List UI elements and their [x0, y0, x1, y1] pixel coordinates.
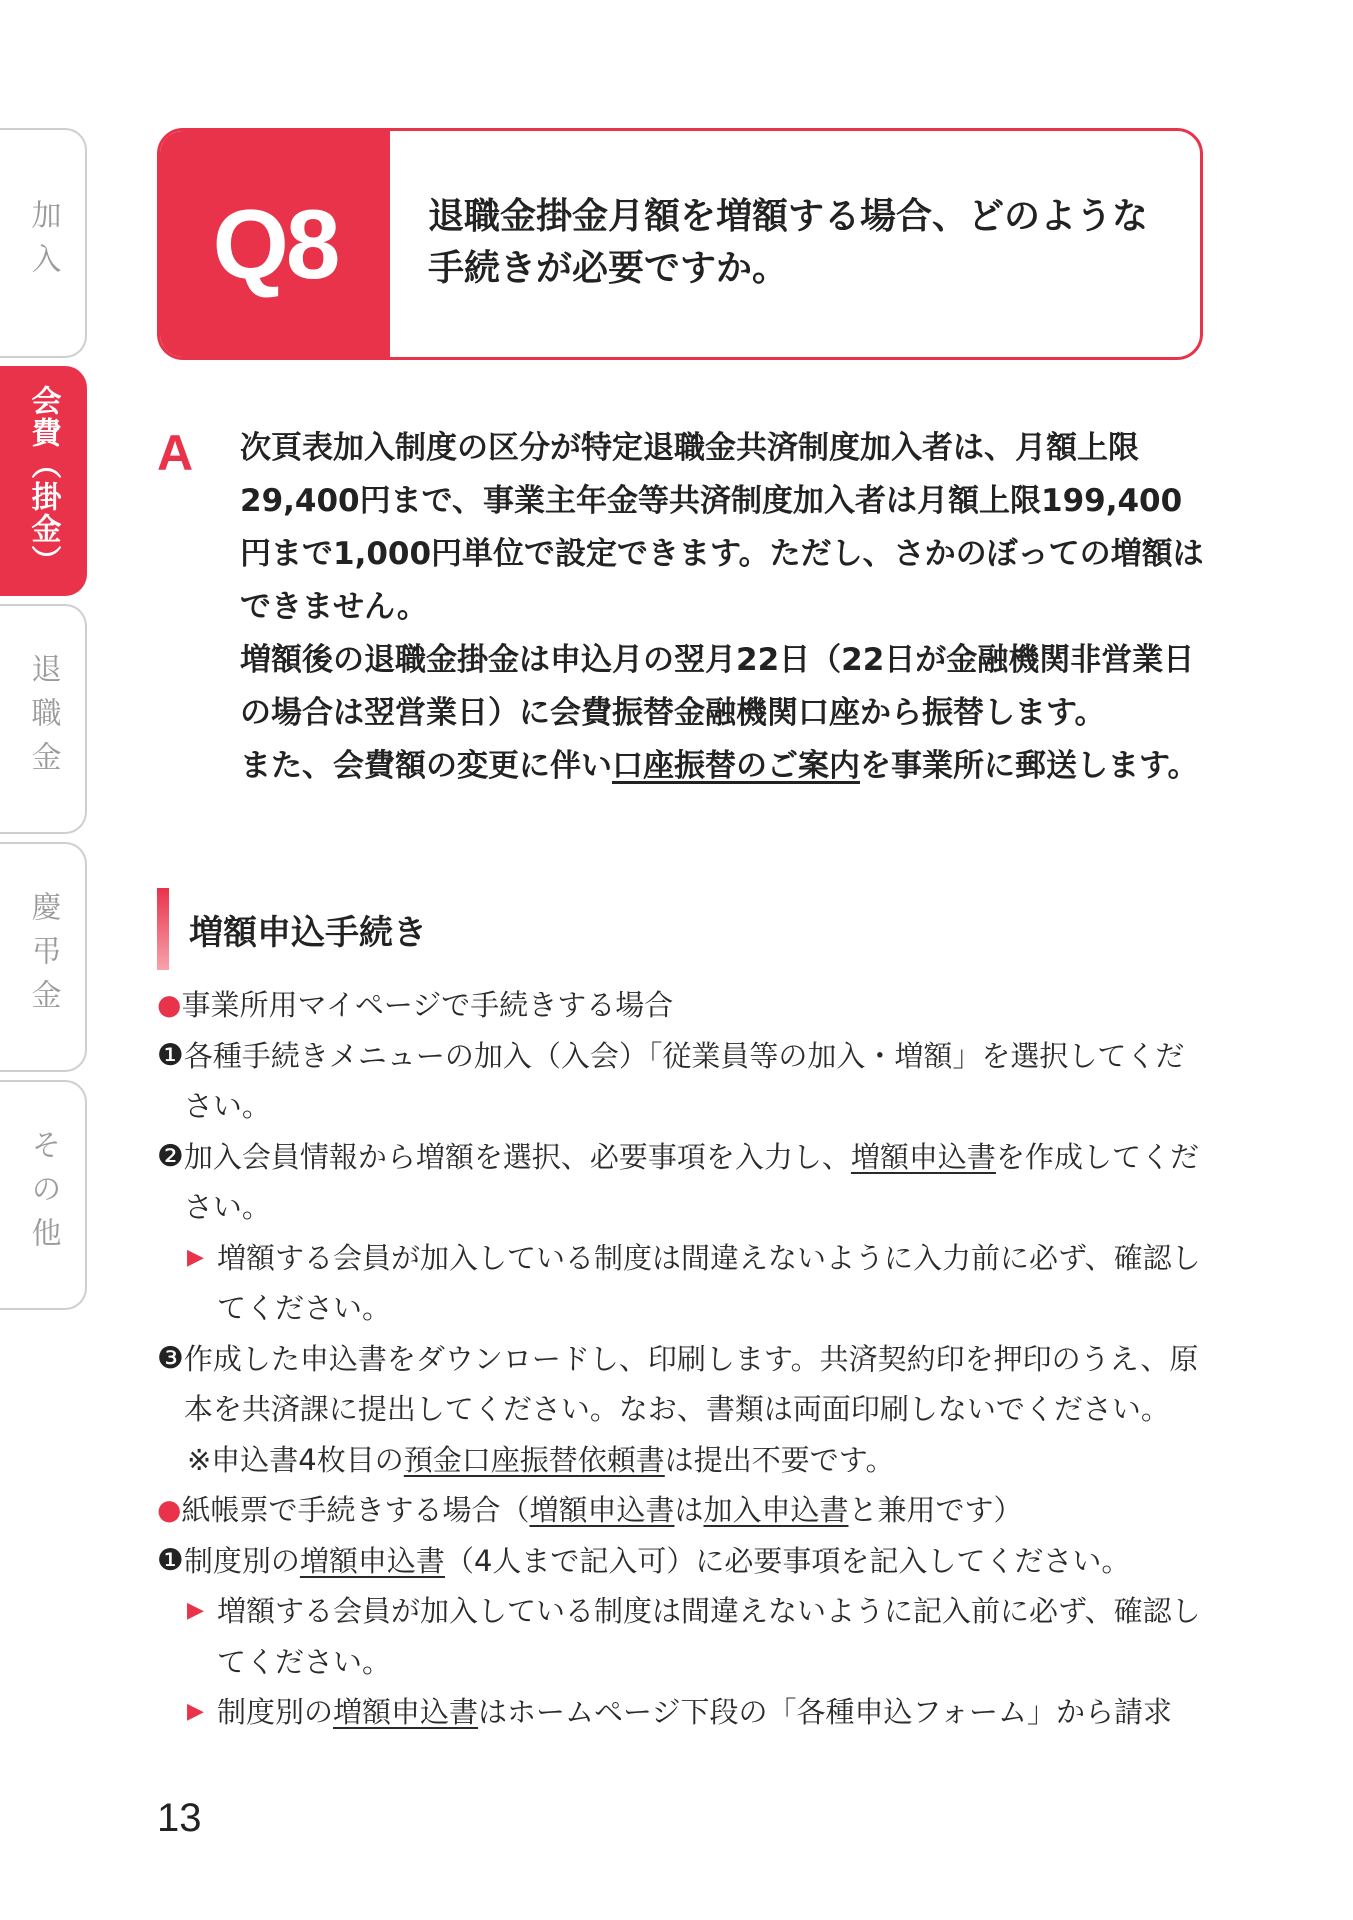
- step-text-part: （4人まで記入可）に必要事項を記入してください。: [444, 1543, 1131, 1578]
- page-number: 13: [157, 1796, 202, 1840]
- paper-step-1-note-2: [157, 1687, 1207, 1738]
- tab-keichokin[interactable]: [0, 842, 87, 1072]
- question-badge: [160, 131, 390, 357]
- step-text-part: と兼用です）: [848, 1493, 1023, 1527]
- answer-mark: A: [157, 425, 194, 481]
- tab-label: 慶弔金: [25, 891, 61, 1023]
- zogaku-moushikomisho-link[interactable]: 増額申込書: [299, 1543, 445, 1578]
- koza-furikae-link[interactable]: 口座振替のご案内: [612, 748, 860, 784]
- step-text-part: は提出不要です。: [664, 1442, 895, 1477]
- answer-paragraph-1: 次頁表加入制度の区分が特定退職金共済制度加入者は、月額上限29,400円まで、事業主年金等共済制度加入者は月額上限199,400円まで1,000円単位で設定できます。ただし、さかのぼっての増額はできません。: [240, 430, 1204, 625]
- paper-heading: [157, 1485, 1207, 1536]
- bullet-dot-icon: ●: [157, 1493, 182, 1526]
- web-step-3: [157, 1334, 1207, 1435]
- zogaku-moushikomisho-link[interactable]: 増額申込書: [529, 1493, 675, 1527]
- step-text-part: 紙帳票で手続きする場合（: [181, 1493, 530, 1527]
- tab-label: 加入: [25, 199, 61, 287]
- step-text-part: 制度別の: [217, 1695, 334, 1729]
- step-text-part: ※申込書4枚目の: [187, 1442, 404, 1477]
- step-note-text: [187, 1435, 894, 1486]
- web-step-3-note: [157, 1435, 1207, 1486]
- question-box: [157, 128, 1203, 360]
- tab-taishokukin[interactable]: [0, 604, 87, 834]
- procedure-steps: [157, 980, 1207, 1738]
- circled-1-icon: ❶: [157, 1037, 184, 1073]
- step-text: 各種手続きメニューの加入（入会）「従業員等の加入・増額」を選択してください。: [183, 1038, 1185, 1123]
- step-text-part: 制度別の: [183, 1543, 300, 1578]
- section-heading: [157, 888, 427, 970]
- section-title: 増額申込手続き: [189, 912, 427, 953]
- triangle-right-icon: ▶: [187, 1244, 204, 1270]
- answer-paragraph-2: 増額後の退職金掛金は申込月の翌月22日（22日が金融機関非営業日の場合は翌営業日）に会費振替金融機関口座から振替します。: [240, 642, 1195, 731]
- heading-accent-bar: [157, 888, 169, 970]
- step-note-text: 増額する会員が加入している制度は間違えないように記入前に必ず、確認してください。: [217, 1594, 1201, 1679]
- question-line-1: 退職金掛金月額を増額する場合、どのような: [428, 196, 1149, 237]
- yokin-koza-furikae-link[interactable]: 預金口座振替依頼書: [403, 1442, 665, 1477]
- triangle-right-icon: ▶: [187, 1598, 204, 1623]
- step-text: [181, 1485, 1022, 1536]
- paper-step-1: [157, 1536, 1207, 1587]
- answer-body: [240, 422, 1205, 793]
- step-text-part: 加入会員情報から増額を選択、必要事項を入力し、: [183, 1139, 851, 1174]
- bullet-dot-icon: ●: [157, 988, 182, 1021]
- step-note-text: 増額する会員が加入している制度は間違えないように入力前に必ず、確認してください。: [217, 1240, 1201, 1325]
- kanyu-moushikomisho-link[interactable]: 加入申込書: [703, 1493, 849, 1527]
- web-heading: [157, 980, 1207, 1031]
- tab-label: 退職金: [25, 653, 61, 785]
- step-text-part: は: [674, 1493, 704, 1527]
- step-text: 事業所用マイページで手続きする場合: [181, 988, 674, 1022]
- web-step-1: [157, 1031, 1207, 1132]
- zogaku-moushikomisho-link[interactable]: 増額申込書: [333, 1695, 479, 1729]
- answer-text: を事業所に郵送します。: [860, 748, 1199, 784]
- zogaku-moushikomisho-link[interactable]: 増額申込書: [850, 1139, 996, 1174]
- web-step-2-note: [157, 1233, 1207, 1334]
- question-text: [428, 191, 1188, 295]
- answer-paragraph-3: [240, 740, 1205, 793]
- question-line-2: 手続きが必要ですか。: [428, 248, 789, 289]
- web-step-2: [157, 1132, 1207, 1233]
- step-note-text: [217, 1687, 1172, 1738]
- circled-2-icon: ❷: [157, 1138, 184, 1174]
- tab-label: 会費（掛金）: [25, 385, 61, 577]
- paper-step-1-note-1: [157, 1586, 1207, 1687]
- tab-sonota[interactable]: [0, 1080, 87, 1310]
- step-text: [184, 1132, 1207, 1233]
- step-text: [184, 1536, 1130, 1587]
- triangle-right-icon: ▶: [187, 1699, 204, 1724]
- tab-label: その他: [25, 1129, 61, 1261]
- tab-kanyu[interactable]: [0, 128, 87, 358]
- step-text-part: はホームページ下段の「各種申込フォーム」から請求: [478, 1695, 1173, 1729]
- step-text: 作成した申込書をダウンロードし、印刷します。共済契約印を押印のうえ、原本を共済課に提出してください。なお、書類は両面印刷しないでください。: [183, 1341, 1199, 1426]
- question-number: Q8: [212, 188, 338, 299]
- step-text-part: を作成してください。: [183, 1139, 1199, 1224]
- circled-3-icon: ❸: [157, 1340, 184, 1376]
- circled-1-icon: ❶: [157, 1542, 184, 1578]
- tab-kaihi-kakekin[interactable]: [0, 366, 87, 596]
- answer-text: また、会費額の変更に伴い: [240, 748, 612, 784]
